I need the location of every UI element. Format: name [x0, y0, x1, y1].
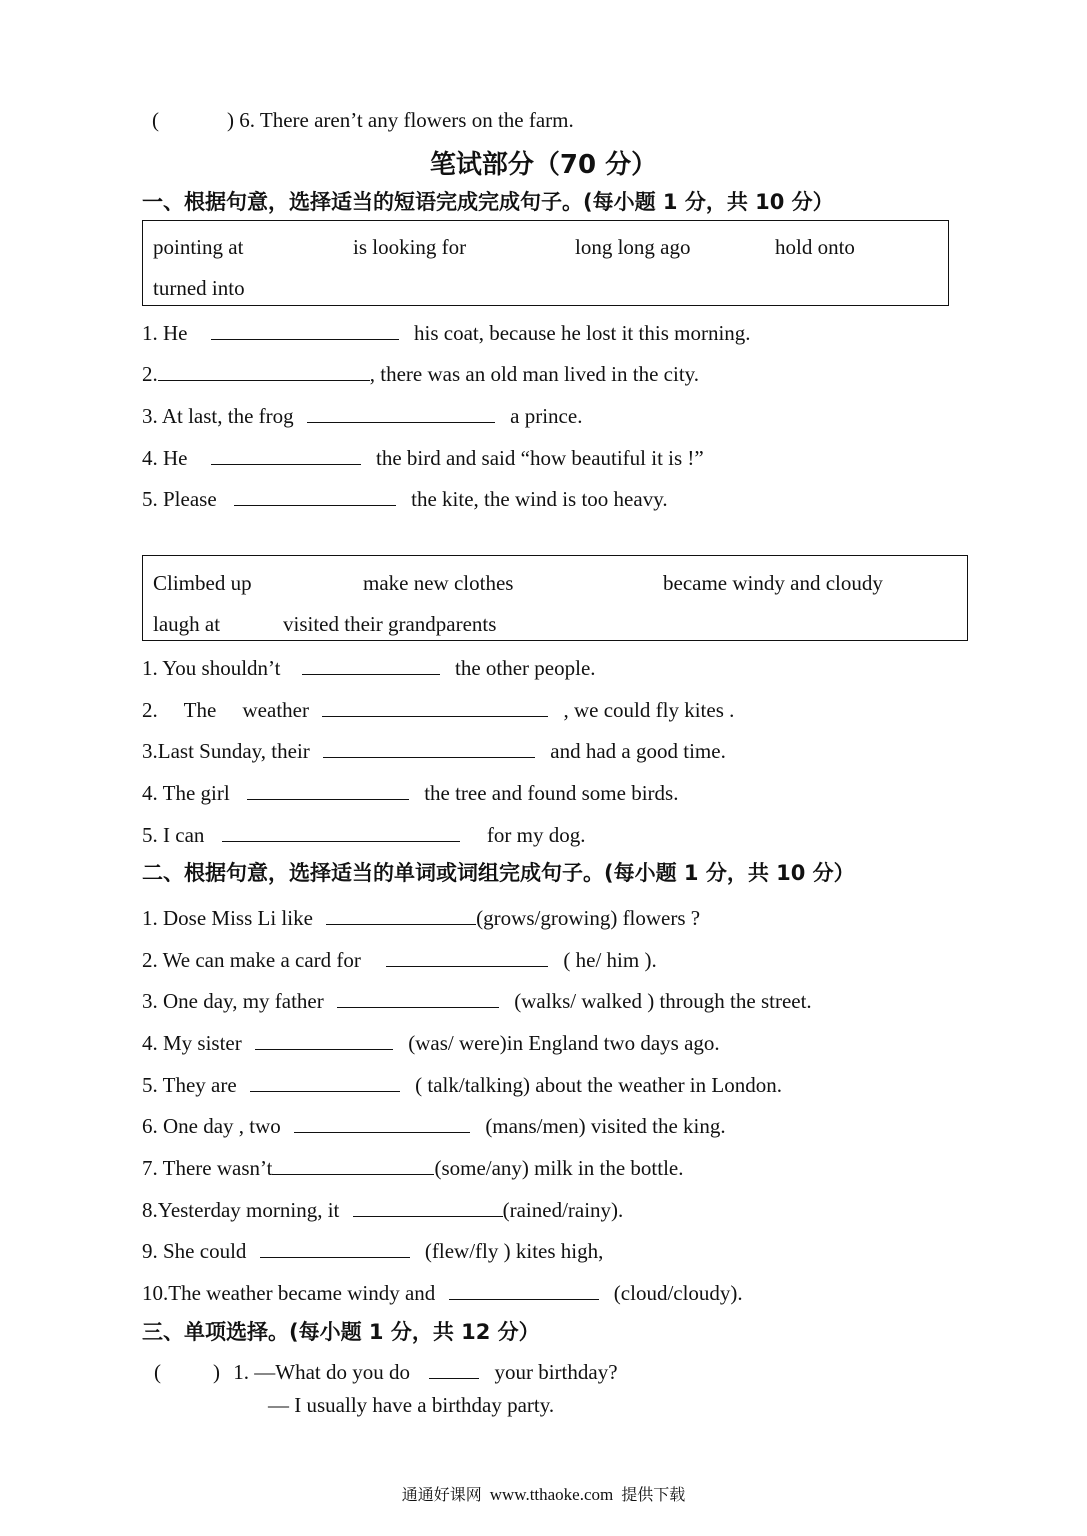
part-title: 笔试部分（70 分）: [429, 150, 658, 180]
section2-item-1: 1. Dose Miss Li like (grows/growing) flowers ?: [142, 906, 701, 930]
phrase-option: visited their grandparents: [283, 612, 497, 636]
group2-item-1: 1. You shouldn’t the other people.: [142, 656, 596, 680]
answer-blank[interactable]: [353, 1198, 503, 1217]
answer-blank[interactable]: [326, 906, 476, 925]
group1-item-4: 4. He the bird and said “how beautiful it is !”: [142, 446, 704, 470]
page-footer: [0, 1482, 1087, 1505]
phrase-option: pointing at: [153, 235, 244, 259]
phrase-box-2: [142, 555, 968, 641]
answer-blank[interactable]: [337, 989, 499, 1008]
group2-item-3: 3.Last Sunday, their and had a good time.: [142, 739, 726, 763]
phrase-option: Climbed up: [153, 571, 252, 595]
group1-item-5: 5. Please the kite, the wind is too heavy.: [142, 487, 668, 511]
answer-bracket-open: (: [152, 108, 159, 132]
phrase-option: turned into: [153, 276, 245, 300]
answer-bracket-open: (: [154, 1360, 161, 1384]
section3-question-1: ( ) 1. —What do you do your birthday?: [154, 1360, 618, 1384]
answer-blank[interactable]: [247, 781, 409, 800]
answer-blank[interactable]: [323, 739, 535, 758]
section2-heading: 二、根据句意，选择适当的单词或词组完成句子。(每小题 1 分，共 10 分）: [142, 861, 855, 885]
answer-blank[interactable]: [222, 823, 460, 842]
answer-blank[interactable]: [429, 1360, 479, 1379]
answer-blank[interactable]: [158, 362, 370, 381]
section2-item-7: 7. There wasn’t (some/any) milk in the bottle.: [142, 1156, 684, 1180]
section2-item-8: 8.Yesterday morning, it (rained/rainy).: [142, 1198, 624, 1222]
section3-question-1-answer: — I usually have a birthday party.: [268, 1393, 555, 1417]
section2-item-3: 3. One day, my father (walks/ walked ) through the street.: [142, 989, 812, 1013]
phrase-option: hold onto: [775, 235, 855, 259]
footer-note: 提供下载: [621, 1485, 686, 1504]
footer-url[interactable]: www.tthaoke.com: [489, 1485, 614, 1504]
answer-blank[interactable]: [211, 321, 399, 340]
section3-heading: 三、单项选择。(每小题 1 分，共 12 分）: [142, 1320, 540, 1344]
phrase-option: long long ago: [575, 235, 691, 259]
phrase-option: make new clothes: [363, 571, 514, 595]
phrase-option: is looking for: [353, 235, 467, 259]
section2-item-10: 10.The weather became windy and (cloud/cloudy).: [142, 1281, 743, 1305]
question-6-line: [152, 110, 574, 131]
section1-heading: 一、根据句意，选择适当的短语完成完成句子。(每小题 1 分，共 10 分）: [142, 190, 834, 214]
choice-answer-slot[interactable]: [161, 1361, 213, 1379]
section2-item-5: 5. They are ( talk/talking) about the weather in London.: [142, 1073, 782, 1097]
group1-item-2: 2. , there was an old man lived in the city.: [142, 362, 700, 386]
answer-blank[interactable]: [322, 698, 548, 717]
section2-item-2: 2. We can make a card for ( he/ him ).: [142, 948, 657, 972]
group2-item-4: 4. The girl the tree and found some birds.: [142, 781, 679, 805]
section2-item-9: 9. She could (flew/fly ) kites high,: [142, 1239, 604, 1263]
answer-blank[interactable]: [272, 1156, 434, 1175]
answer-blank[interactable]: [260, 1239, 410, 1258]
group1-item-1: 1. He his coat, because he lost it this morning.: [142, 321, 751, 345]
group1-item-3: 3. At last, the frog a prince.: [142, 404, 583, 428]
answer-blank[interactable]: [294, 1114, 470, 1133]
answer-bracket-close: ): [213, 1360, 220, 1384]
answer-blank[interactable]: [302, 656, 440, 675]
answer-blank[interactable]: [307, 404, 495, 423]
section2-item-4: 4. My sister (was/ were)in England two days ago.: [142, 1031, 720, 1055]
answer-blank[interactable]: [211, 446, 361, 465]
answer-blank[interactable]: [386, 948, 548, 967]
group2-item-5: 5. I can for my dog.: [142, 823, 586, 847]
group2-item-2: 2. The weather , we could fly kites .: [142, 698, 735, 722]
section2-item-6: 6. One day , two (mans/men) visited the king.: [142, 1114, 726, 1138]
phrase-option: laugh at: [153, 612, 221, 636]
footer-site: 通通好课网: [401, 1485, 482, 1504]
phrase-option: became windy and cloudy: [663, 571, 883, 595]
answer-blank[interactable]: [234, 487, 396, 506]
phrase-box-1: [142, 220, 949, 306]
question-6-text: ) 6. There aren’t any flowers on the farm.: [227, 108, 574, 132]
answer-blank[interactable]: [449, 1281, 599, 1300]
answer-blank[interactable]: [250, 1073, 400, 1092]
answer-blank[interactable]: [255, 1031, 393, 1050]
